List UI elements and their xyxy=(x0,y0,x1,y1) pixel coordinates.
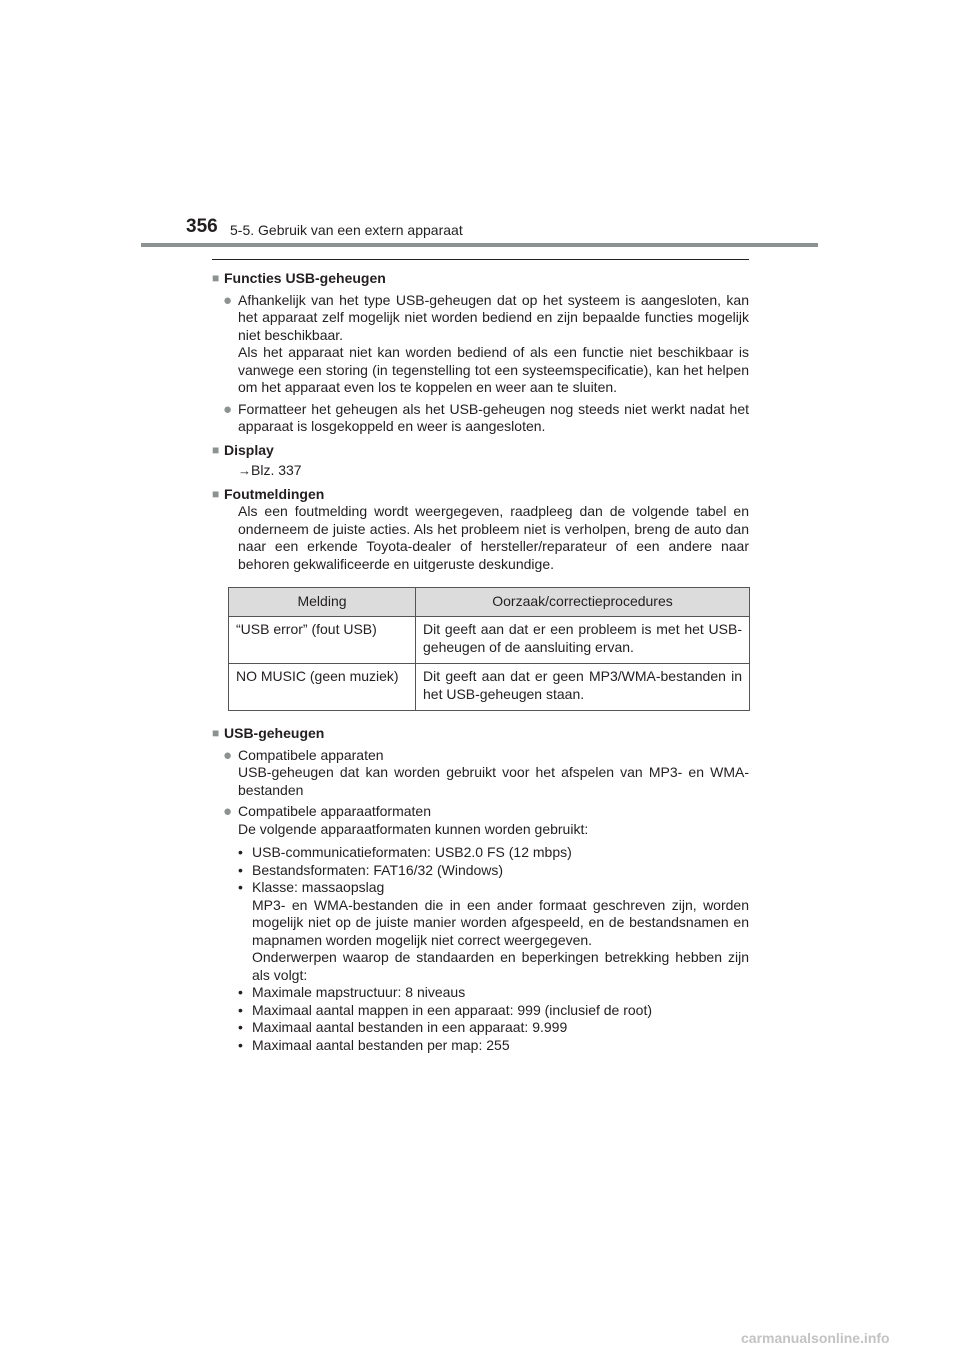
error-table xyxy=(228,587,750,711)
paragraph: Afhankelijk van het type USB-geheugen dat op het systeem is aangesloten, kan het apparaat zelf mogelijk niet worden bediend en zijn bepaalde functies mogelijk niet beschikbaar. xyxy=(238,291,749,343)
section-heading xyxy=(212,725,749,743)
paragraph: De volgende apparaatformaten kunnen worden gebruikt: xyxy=(238,820,589,837)
bullet-item xyxy=(212,803,749,838)
watermark: carmanualsonline.info xyxy=(741,1330,890,1346)
circle-bullet-icon: ● xyxy=(223,400,233,418)
list-item: • Bestandsformaten: FAT16/32 (Windows) xyxy=(238,861,504,878)
paragraph: USB-geheugen dat kan worden gebruikt voor het afspelen van MP3- en WMA-bestanden xyxy=(238,764,749,798)
table-cell: Dit geeft aan dat er een probleem is met het USB-geheugen of de aansluiting ervan. xyxy=(416,617,750,664)
reference-text: Blz. 337 xyxy=(251,462,302,478)
paragraph: MP3- en WMA-bestanden die in een ander formaat geschreven zijn, worden mogelijk niet op de juiste manier worden afgespeeld, en de bestandsnamen en mapnamen worden mogelijk niet correct weergegeven. xyxy=(252,896,749,948)
table-row xyxy=(229,617,750,664)
list-item: • Klasse: massaopslag xyxy=(238,879,385,895)
list-item: • Maximaal aantal bestanden in een apparaat: 9.999 xyxy=(238,1019,568,1035)
chapter-title: 5-5. Gebruik van een extern apparaat xyxy=(230,222,463,238)
heading-text: Display xyxy=(224,441,274,458)
section-rule xyxy=(212,259,749,260)
bullet-title: Compatibele apparaatformaten xyxy=(238,803,432,819)
square-bullet-icon: ■ xyxy=(212,486,220,501)
heading-text: Functies USB-geheugen xyxy=(224,270,386,286)
table-cell: Dit geeft aan dat er geen MP3/WMA-bestanden in het USB-geheugen staan. xyxy=(416,664,750,711)
column-header: Melding xyxy=(229,588,416,617)
list-item: • Maximaal aantal bestanden per map: 255 xyxy=(238,1036,510,1053)
list-item: • Maximale mapstructuur: 8 niveaus xyxy=(238,984,466,1000)
column-header: Oorzaak/correctieprocedures xyxy=(416,588,750,617)
page-number: 356 xyxy=(186,216,218,237)
bullet-item xyxy=(212,401,749,436)
list-item: • Maximaal aantal mappen in een apparaat: 999 (inclusief de root) xyxy=(238,1001,653,1018)
table-header-row xyxy=(229,588,750,617)
circle-bullet-icon: ● xyxy=(223,291,233,309)
paragraph: Als een foutmelding wordt weergegeven, raadpleeg dan de volgende tabel en onderneem de juiste acties. Als het probleem niet is verholpen, breng de auto dan naar een erkende Toyota-dealer of hersteller/reparateur of een andere naar behoren gekwalificeerde en uitgeruste deskundige. xyxy=(238,503,749,572)
circle-bullet-icon: ● xyxy=(223,746,233,764)
square-bullet-icon: ■ xyxy=(212,271,220,285)
section-heading xyxy=(212,486,749,504)
square-bullet-icon: ■ xyxy=(212,726,220,740)
table-cell: “USB error” (fout USB) xyxy=(229,617,416,664)
arrow-right-icon: → xyxy=(238,463,251,478)
table-row xyxy=(229,664,750,711)
section-heading xyxy=(212,442,749,460)
circle-bullet-icon: ● xyxy=(223,803,233,820)
heading-text: USB-geheugen xyxy=(224,725,325,741)
paragraph: Formatteer het geheugen als het USB-geheugen nog steeds niet werkt nadat het apparaat is losgekoppeld en weer is aangesloten. xyxy=(238,400,749,434)
paragraph: Onderwerpen waarop de standaarden en beperkingen betrekking hebben zijn als volgt: xyxy=(252,949,749,983)
bullet-title: Compatibele apparaten xyxy=(238,746,384,763)
header-rule xyxy=(141,243,818,247)
bullet-item xyxy=(212,747,749,800)
page-content xyxy=(212,266,749,1054)
section-heading xyxy=(212,270,749,288)
list-item: • USB-communicatieformaten: USB2.0 FS (12 mbps) xyxy=(238,844,572,860)
page-reference[interactable] xyxy=(212,462,749,480)
heading-text: Foutmeldingen xyxy=(224,485,325,502)
square-bullet-icon: ■ xyxy=(212,442,220,457)
bullet-item xyxy=(212,292,749,397)
format-list xyxy=(212,844,749,1054)
table-cell: NO MUSIC (geen muziek) xyxy=(229,664,416,711)
paragraph: Als het apparaat niet kan worden bediend of als een functie niet beschikbaar is vanwege een storing (in tegenstelling tot een systeemspecificatie), kan het helpen om het apparaat even los te koppelen en weer aan te sluiten. xyxy=(238,344,749,395)
